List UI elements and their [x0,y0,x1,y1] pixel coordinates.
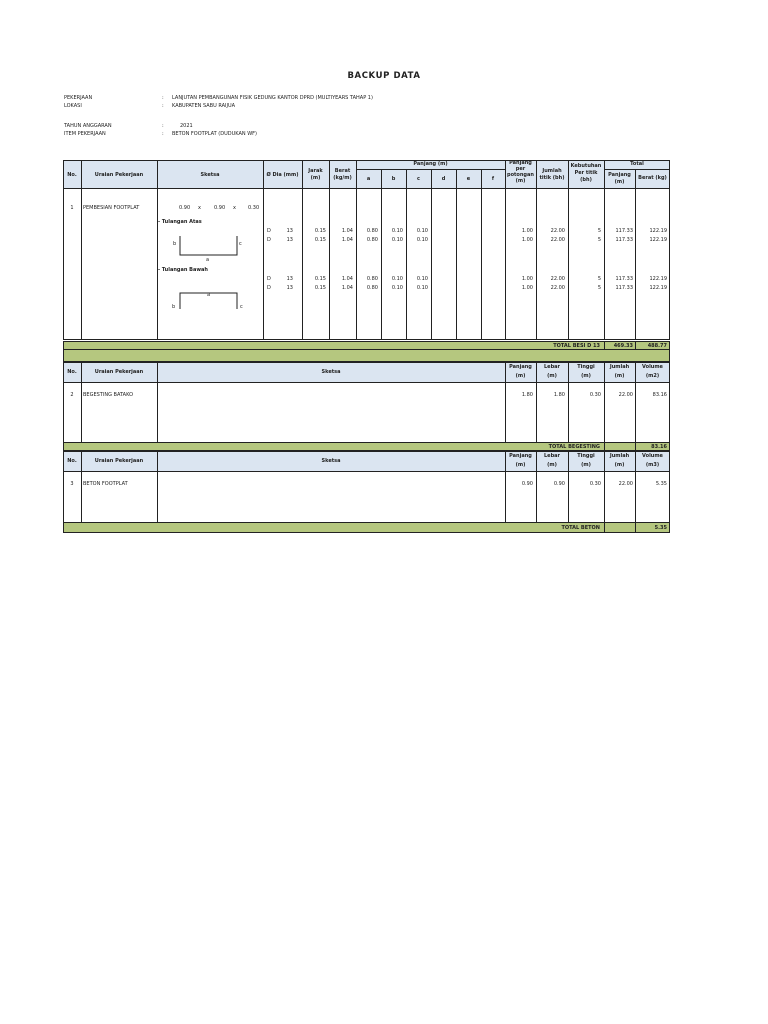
t3-header-lebar: Lebar [544,453,560,459]
t3-header-jumlah-unit: (m) [614,462,625,468]
t1-tulangan-bawah-label: - Tulangan Bawah [158,267,208,273]
t3-header-no: No. [67,458,77,464]
t1-header-col-b: b [391,176,396,182]
t1-dim-1: 0.90 [179,205,191,211]
info-colon: : [162,123,164,129]
t3-header-uraian: Uraian Pekerjaan [94,458,144,464]
t3-header-tinggi-unit: (m) [581,462,591,468]
t1-header-uraian: Uraian Pekerjaan [94,172,144,178]
t1-shape-bawah-c: c [240,304,243,310]
t1-shape-atas-a: a [206,257,210,263]
t1-header-total-berat: Berat (kg) [638,175,667,181]
t1-header-kebutuhan-1: Kebutuhan [570,163,602,169]
t1-dim-3: 0.30 [248,205,260,211]
info-colon: : [162,131,164,137]
info-colon: : [162,95,164,101]
info-colon: : [162,103,164,109]
t1-total-panjang: 469.33 [613,343,633,349]
t2-header-jumlah-unit: (m) [614,373,625,379]
t1-header-col-a: a [366,176,371,182]
t2-header-panjang: Panjang [509,364,532,370]
info-value-tahun: 2021 [180,123,193,129]
t1-header-total: Total [630,161,644,167]
t1-header-col-c: c [417,176,420,182]
t3-header-sketsa: Sketsa [321,458,341,464]
t3-header-tinggi: Tinggi [577,453,595,459]
info-value-item: BETON FOOTPLAT (DUDUKAN WF) [172,131,257,137]
t1-header-total-panjang: Panjang [608,172,631,178]
t1-total-label: TOTAL BESI D 13 [553,343,600,349]
t1-header-berat-unit: (kg/m) [333,175,352,181]
spacer-row [63,350,670,362]
page-title: BACKUP DATA [347,71,421,81]
t2-header-lebar-unit: (m) [547,373,557,379]
table1-outline [63,160,670,340]
t1-header-sketsa: Sketsa [200,172,220,178]
t1-header-per-2: per [515,166,526,172]
t2-header-uraian: Uraian Pekerjaan [94,369,144,375]
t1-header-per-1: Panjang [509,160,532,166]
t1-header-col-e: e [466,176,471,182]
t3-header-panjang-unit: (m) [515,462,526,468]
t1-dim-x1: x [198,205,201,211]
t2-header-panjang-unit: (m) [515,373,526,379]
info-value-lokasi: KABUPATEN SABU RAIJUA [172,103,236,109]
t3-header-jumlah: Jumlah [609,453,630,459]
t3-header-panjang: Panjang [509,453,532,459]
t1-header-col-f: f [491,176,495,182]
info-label-pekerjaan: PEKERJAAN [64,95,93,101]
t1-shape-bawah-b: b [172,304,176,310]
t1-header-kebutuhan-3: (bh) [580,177,592,183]
info-label-tahun: TAHUN ANGGARAN [64,123,112,129]
info-label-item: ITEM PEKERJAAN [64,131,106,137]
t1-item-no: 1 [70,205,74,211]
t1-header-no: No. [67,172,77,178]
t1-header-jumlah-unit: titik (bh) [539,175,565,181]
t1-header-jumlah: Jumlah [542,168,562,174]
t1-shape-atas-b: b [173,241,177,247]
t2-header-jumlah: Jumlah [609,364,630,370]
t3-total-label: TOTAL BETON [561,525,600,531]
t1-shape-atas-c: c [239,241,242,247]
t1-header-per-3: potongan [507,172,534,178]
t1-header-kebutuhan-2: Per titik [574,170,598,176]
t2-header-tinggi-unit: (m) [581,373,591,379]
t2-total-label: TOTAL BEGESTING [548,444,600,450]
t1-dim-2: 0.90 [214,205,226,211]
t1-tulangan-atas-label: - Tulangan Atas [158,219,202,225]
t2-header-volume-unit: (m2) [645,373,660,379]
t1-header-jarak-unit: (m) [310,175,321,181]
t1-header-jarak: Jarak [308,168,323,174]
t2-header-tinggi: Tinggi [577,364,595,370]
t1-header-berat: Berat [334,168,351,174]
t2-header-lebar: Lebar [544,364,560,370]
t3-header-volume: Volume [642,453,663,459]
t2-total: 83.16 [651,444,667,450]
t2-header-no: No. [67,369,77,375]
t1-header-panjang: Panjang (m) [413,161,448,167]
t1-item-name: PEMBESIAN FOOTPLAT [83,205,140,211]
rebar-shape-atas [180,236,237,255]
t1-total-berat: 488.77 [647,343,667,349]
info-label-lokasi: LOKASI [64,103,82,109]
t1-dim-x2: x [233,205,236,211]
t1-header-col-d: d [441,176,446,182]
info-value-pekerjaan: LANJUTAN PEMBANGUNAN FISIK GEDUNG KANTOR DPRD (MULTIYEARS TAHAP 1) [172,95,373,101]
t2-header-volume: Volume [642,364,663,370]
t3-header-lebar-unit: (m) [547,462,557,468]
t3-header-volume-unit: (m3) [645,462,660,468]
t3-total: 5.35 [654,525,667,531]
t1-header-dia: Ø Dia (mm) [266,172,299,178]
t1-header-total-panjang-unit: (m) [614,179,625,185]
t1-shape-bawah-a: a [207,292,211,298]
t2-header-sketsa: Sketsa [321,369,341,375]
t1-header-per-4: (m) [515,178,526,184]
